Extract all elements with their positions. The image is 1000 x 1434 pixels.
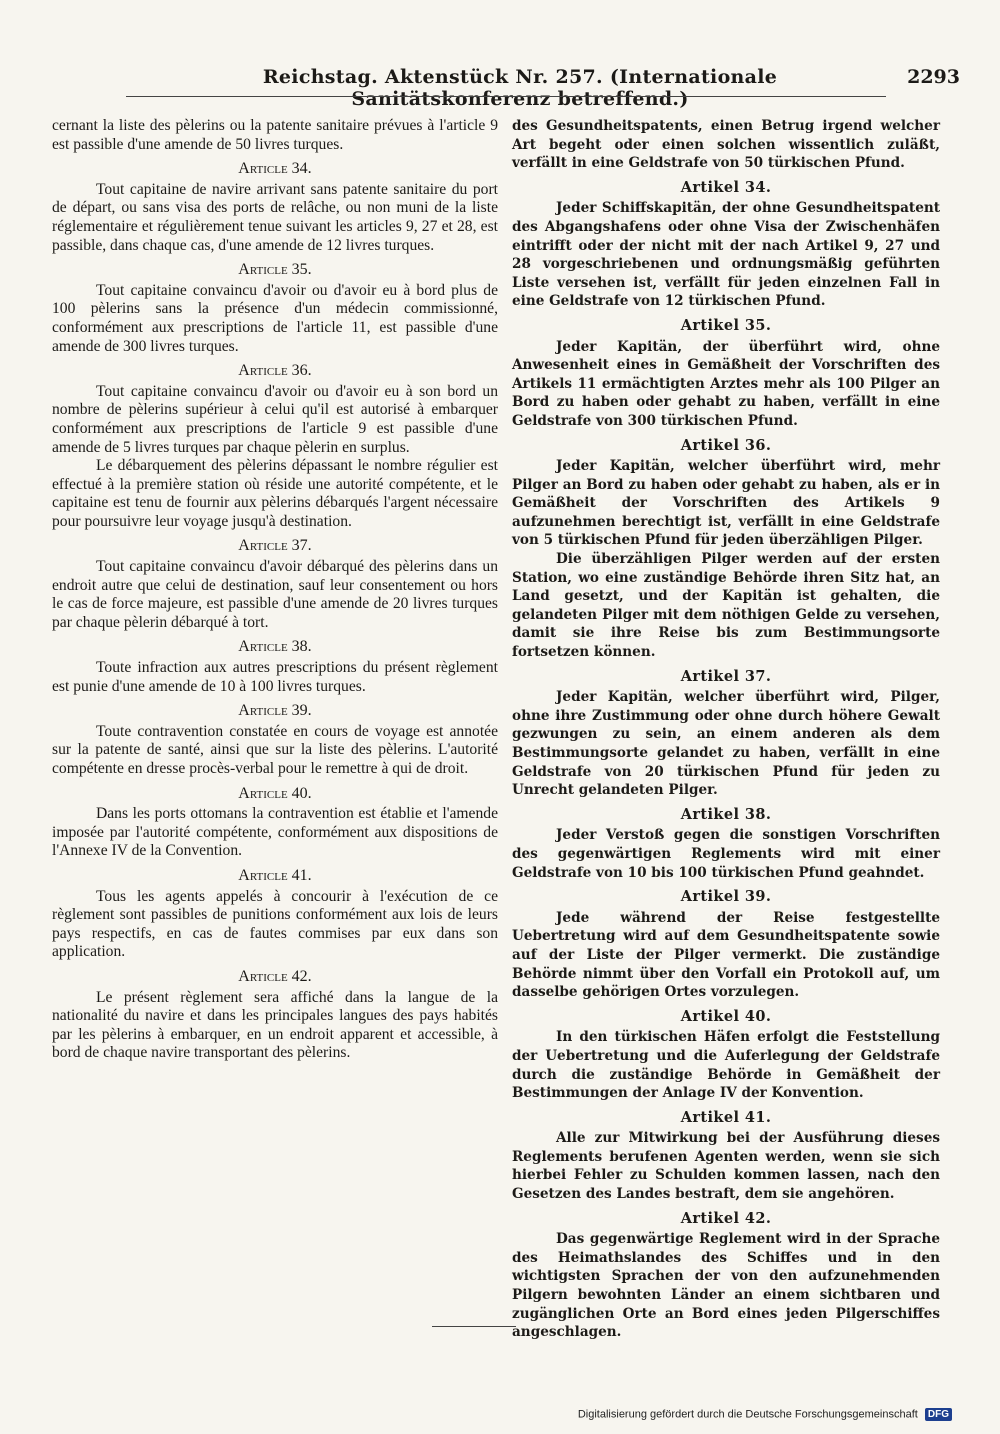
article-heading: Artikel 37. [680, 667, 772, 685]
french-article [52, 867, 498, 962]
french-article [52, 261, 498, 356]
article-paragraph: In den türkischen Häfen erfolgt die Feststellung der Uebertretung und die Auferlegung der Geldstrafe durch die zuständige Behörde in Gemäßheit der Bestimmungen der Anlage IV der Konvention. [512, 1029, 940, 1102]
german-article [512, 1210, 940, 1342]
article-heading: Artikel 41. [680, 1108, 772, 1126]
article-heading: Article 36. [238, 362, 312, 380]
article-paragraph: Jeder Kapitän, der überführt wird, ohne Anwesenheit eines in Gemäßheit der Vorschriften des Artikels 11 ermächtigten Arztes mehr als 100 Pilger an Bord zu haben oder gehabt zu haben, verfällt in eine Geldstrafe von 300 türkischen Pfund. [512, 338, 940, 429]
article-heading: Artikel 40. [680, 1007, 772, 1025]
article-heading: Article 35. [238, 261, 312, 279]
article-heading: Article 42. [238, 967, 312, 985]
german-column [512, 117, 940, 1342]
header-rule [126, 96, 886, 97]
german-intro: des Gesundheitspatents, einen Betrug irgend welcher Art begeht oder einen solchen wissentlich zuläßt, verfällt in eine Geldstrafe von 50 türkischen Pfund. [512, 118, 940, 172]
german-article [512, 888, 940, 1002]
french-article [52, 968, 498, 1063]
french-article [52, 160, 498, 255]
article-heading: Artikel 39. [680, 888, 772, 906]
article-paragraph: Tout capitaine de navire arrivant sans patente sanitaire du port de départ, ou sans visa des ports de relâche, ou non muni de la liste réglementaire et régulièrement tenue suivant les articles 9, 27 et 28, est passible, dans chaque cas, d'une amende de 12 livres turques. [52, 180, 498, 254]
article-heading: Article 41. [238, 866, 312, 884]
footer [578, 1408, 952, 1421]
article-paragraph: Le débarquement des pèlerins dépassant le nombre régulier est effectué à la première station où réside une autorité compétente, et le capitaine est tenu de fournir aux pèlerins débarqués l'argent nécessaire pour poursuivre leur voyage jusqu'à destination. [52, 457, 498, 530]
french-article [52, 362, 498, 531]
page-number: 2293 [907, 66, 960, 88]
end-rule [432, 1326, 516, 1327]
article-paragraph: Dans les ports ottomans la contravention est établie et l'amende imposée par l'autorité compétente, conformément aux dispositions de l'Annexe IV de la Convention. [52, 805, 498, 860]
article-paragraph: Le présent règlement sera affiché dans la langue de la nationalité du navire et dans les principales langues des pays habités par les pèlerins à embarquer, en un endroit apparent et accessible, à bord de chaque navire transportant des pèlerins. [52, 988, 498, 1062]
dfg-logo-icon: DFG [925, 1408, 952, 1421]
article-heading: Artikel 35. [680, 316, 772, 334]
german-article [512, 1109, 940, 1204]
french-article [52, 638, 498, 696]
header-title: Reichstag. Aktenstück Nr. 257. (Internationale Sanitätskonferenz betreffend.) [262, 66, 778, 110]
article-paragraph: Tout capitaine convaincu d'avoir ou d'avoir eu à bord plus de 100 pèlerins sans la présence d'un médecin commissionné, conformément aux prescriptions de l'article 11, est passible d'une amende de 300 livres turques. [52, 281, 498, 355]
article-paragraph: Jede während der Reise festgestellte Uebertretung wird auf dem Gesundheitspatente sowie auf der Liste der Pilger vermerkt. Die zuständige Behörde nimmt über den Vorfall ein Protokoll auf, um dasselbe gehörigen Ortes vorzulegen. [512, 909, 940, 1001]
article-heading: Artikel 38. [680, 805, 772, 823]
german-article [512, 437, 940, 662]
footer-text: Digitalisierung gefördert durch die Deutsche Forschungsgemeinschaft [577, 1408, 918, 1421]
article-heading: Artikel 36. [680, 436, 772, 454]
article-heading: Article 38. [238, 638, 312, 656]
article-heading: Article 34. [238, 160, 312, 178]
article-paragraph: Tout capitaine convaincu d'avoir débarqué des pèlerins dans un endroit autre que celui de destination, sauf leur consentement ou hors le cas de force majeure, est passible d'une amende de 20 livres turques par chaque pèlerin débarqué à tort. [52, 558, 498, 631]
article-paragraph: Das gegenwärtige Reglement wird in der Sprache des Heimathslandes des Schiffes und in den wichtigsten Sprachen der von den aufzunehmenden Pilgern bewohnten Länder an einem sichtbaren und zugänglichen Orte an Bord eines jeden Pilgerschiffes angeschlagen. [512, 1231, 940, 1341]
article-paragraph: Jeder Kapitän, welcher überführt wird, mehr Pilger an Bord zu haben oder gehabt zu haben, als er in Gemäßheit der Vorschriften des Artikels 9 aufzunehmen berechtigt ist, verfällt in eine Geldstrafe von 5 türkischen Pfund für jeden überzähligen Pilger. [512, 458, 940, 549]
article-paragraph: Jeder Verstoß gegen die sonstigen Vorschriften des gegenwärtigen Reglements wird mit einer Geldstrafe von 10 bis 100 türkischen Pfund geahndet. [512, 827, 940, 881]
german-article [512, 806, 940, 882]
german-article [512, 317, 940, 431]
german-article [512, 1008, 940, 1103]
french-intro: cernant la liste des pèlerins ou la patente sanitaire prévues à l'article 9 est passible d'une amende de 50 livres turques. [52, 117, 498, 153]
french-article [52, 702, 498, 778]
article-paragraph: Toute infraction aux autres prescriptions du présent règlement est punie d'une amende de 10 à 100 livres turques. [52, 659, 498, 695]
french-article [52, 785, 498, 861]
article-heading: Artikel 42. [680, 1209, 772, 1227]
article-paragraph: Tous les agents appelés à concourir à l'exécution de ce règlement sont passibles de punitions conformément aux lois de leurs pays respectifs, en cas de fautes commises par eux dans son application. [52, 887, 498, 961]
article-paragraph: Alle zur Mitwirkung bei der Ausführung dieses Reglements berufenen Agenten werden, wenn sie sich hierbei Fehler zu Schulden kommen lassen, nach den Gesetzen des Landes bestraft, dem sie angehören. [512, 1130, 940, 1203]
article-heading: Article 39. [238, 702, 312, 720]
article-paragraph: Tout capitaine convaincu d'avoir ou d'avoir eu à son bord un nombre de pèlerins supérieur à celui qu'il est autorisé à embarquer conformément aux prescriptions de l'article 9 est passible d'une amende de 5 livres turques par chaque pèlerin en surplus. [52, 382, 498, 456]
article-heading: Article 40. [238, 784, 312, 802]
article-paragraph: Toute contravention constatée en cours de voyage est annotée sur la patente de santé, ainsi que sur la liste des pèlerins. L'autorité compétente en dresse procès-verbal pour le remettre à qui de droit. [52, 722, 498, 777]
article-paragraph: Jeder Schiffskapitän, der ohne Gesundheitspatent des Abgangshafens oder ohne Visa der Zwischenhäfen eintrifft oder der nicht mit der nach Artikel 9, 27 und 28 vorgeschriebenen und ordnungsmäßig geführten Liste versehen ist, verfällt für jeden einzelnen Fall in eine Geldstrafe von 12 türkischen Pfund. [512, 200, 940, 310]
french-column [52, 117, 498, 1063]
german-article [512, 668, 940, 800]
article-paragraph: Die überzähligen Pilger werden auf der ersten Station, wo eine zuständige Behörde ihren Sitz hat, an Land gesetzt, und der Kapitän ist gehalten, die gelandeten Pilger mit dem nöthigen Gelde zu versehen, damit sie ihre Reise bis zum Bestimmungsorte fortsetzen können. [512, 551, 940, 661]
article-heading: Artikel 34. [680, 178, 772, 196]
french-article [52, 537, 498, 632]
german-article [512, 179, 940, 311]
running-header [40, 66, 960, 110]
article-paragraph: Jeder Kapitän, welcher überführt wird, Pilger, ohne ihre Zustimmung oder ohne durch höhere Gewalt gezwungen zu sein, an einem anderen als dem Bestimmungsorte gelandet zu haben, verfällt in eine Geldstrafe von 20 türkischen Pfund für jeden zu Unrecht gelandeten Pilger. [512, 689, 940, 799]
article-heading: Article 37. [238, 537, 312, 555]
